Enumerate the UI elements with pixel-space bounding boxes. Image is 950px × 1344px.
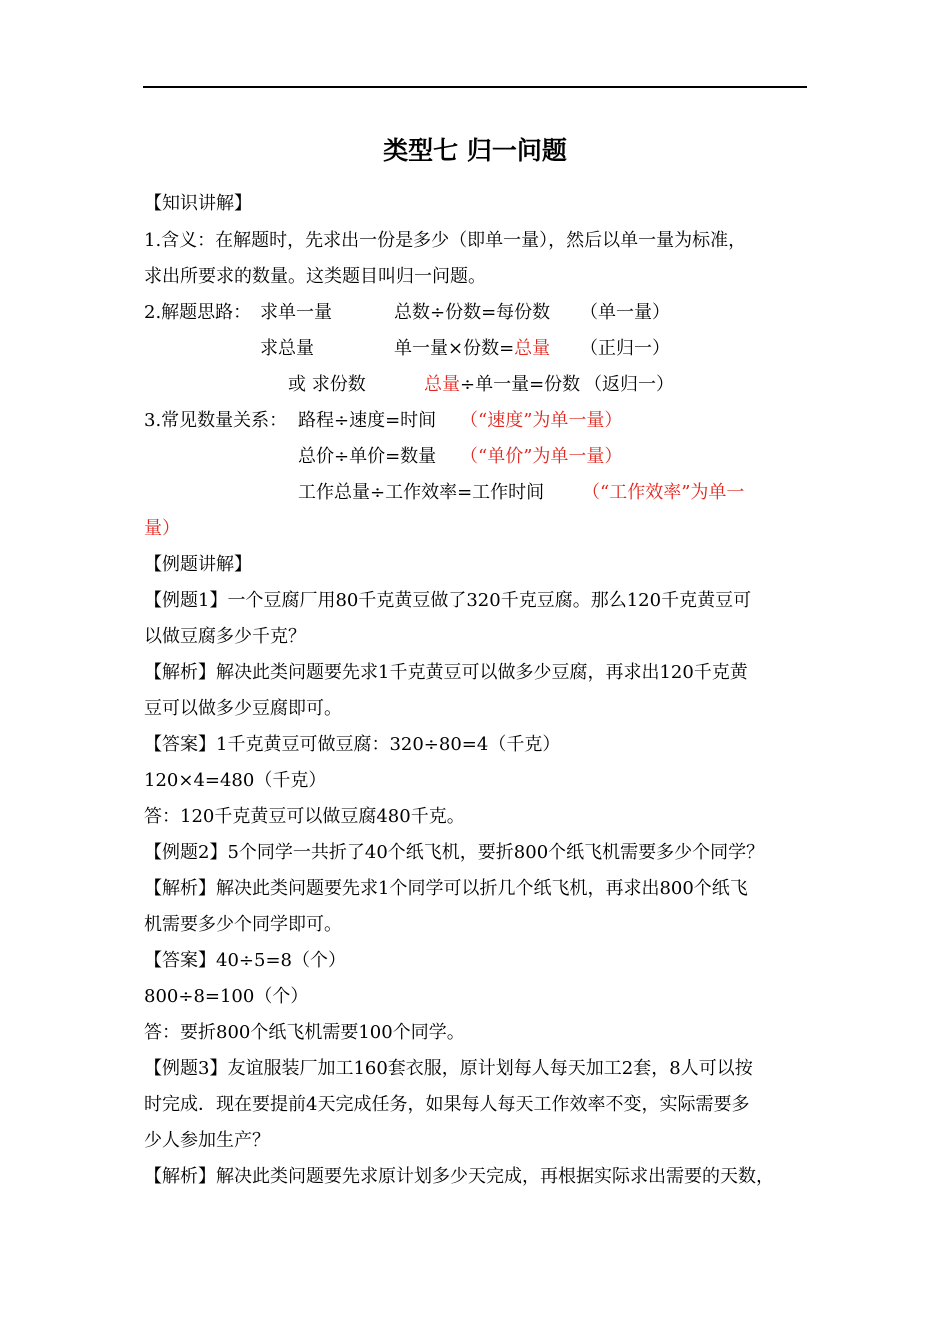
- approach-row2-note: （正归一）: [580, 338, 670, 359]
- relations-label: 3.常见数量关系：: [144, 410, 288, 431]
- example3-question-2: 时完成．现在要提前4天完成任务，如果每人每天工作效率不变，实际需要多: [144, 1094, 750, 1115]
- highlight-total: 总量: [424, 374, 460, 395]
- example1-analysis-1: 【解析】解决此类问题要先求1千克黄豆可以做多少豆腐，再求出120千克黄: [144, 662, 748, 683]
- approach-row1-left: 求单一量: [260, 302, 332, 323]
- approach-row1-note: （单一量）: [580, 302, 670, 323]
- example2-analysis-2: 机需要多少个同学即可。: [144, 914, 342, 935]
- relation-2-note: （“单价”为单一量）: [460, 446, 623, 467]
- example1-answer-1: 【答案】1千克黄豆可做豆腐：320÷80=4（千克）: [144, 734, 561, 755]
- approach-row2-left: 求总量: [260, 338, 314, 359]
- knowledge-header: 【知识讲解】: [144, 193, 252, 214]
- example1-answer-3: 答：120千克黄豆可以做豆腐480千克。: [144, 806, 465, 827]
- example2-answer-2: 800÷8=100（个）: [144, 986, 309, 1007]
- relation-2: 总价÷单价=数量: [298, 446, 437, 467]
- page-title: 类型七 归一问题: [383, 136, 567, 165]
- approach-row3-formula: [424, 373, 580, 397]
- formula-text: ÷单一量=份数: [460, 374, 581, 395]
- relation-1-note: （“速度”为单一量）: [460, 410, 623, 431]
- formula-text: 单一量×份数=: [394, 338, 515, 359]
- header-rule: [143, 86, 807, 88]
- example1-question-2: 以做豆腐多少千克？: [144, 626, 306, 647]
- approach-row1-formula: 总数÷份数=每份数: [394, 302, 551, 323]
- examples-header: 【例题讲解】: [144, 554, 252, 575]
- approach-label: 2.解题思路：: [144, 302, 252, 323]
- definition-line-2: 求出所要求的数量。这类题目叫归一问题。: [144, 266, 486, 287]
- highlight-total: 总量: [514, 338, 551, 359]
- example3-question-3: 少人参加生产？: [144, 1130, 270, 1151]
- example2-answer-1: 【答案】40÷5=8（个）: [144, 950, 346, 971]
- relation-3-note-cont: 量）: [144, 518, 180, 539]
- example3-question-1: 【例题3】友谊服装厂加工160套衣服，原计划每人每天加工2套，8人可以按: [144, 1058, 753, 1079]
- example1-question-1: 【例题1】一个豆腐厂用80千克黄豆做了320千克豆腐。那么120千克黄豆可: [144, 590, 752, 611]
- definition-line-1: 1.含义：在解题时，先求出一份是多少（即单一量），然后以单一量为标准，: [144, 230, 747, 251]
- relation-1: 路程÷速度=时间: [298, 410, 437, 431]
- example2-question: 【例题2】5个同学一共折了40个纸飞机，要折800个纸飞机需要多少个同学？: [144, 842, 765, 863]
- approach-row3-left: 或 求份数: [288, 374, 366, 395]
- example2-analysis-1: 【解析】解决此类问题要先求1个同学可以折几个纸飞机，再求出800个纸飞: [144, 878, 748, 899]
- relation-3: 工作总量÷工作效率=工作时间: [298, 482, 545, 503]
- approach-row3-note: （返归一）: [584, 374, 674, 395]
- example3-analysis-1: 【解析】解决此类问题要先求原计划多少天完成，再根据实际求出需要的天数，: [144, 1166, 774, 1187]
- example1-answer-2: 120×4=480（千克）: [144, 770, 327, 791]
- example2-answer-3: 答：要折800个纸飞机需要100个同学。: [144, 1022, 465, 1043]
- relation-3-note: （“工作效率”为单一: [582, 482, 745, 503]
- example1-analysis-2: 豆可以做多少豆腐即可。: [144, 698, 342, 719]
- approach-row2-formula: [394, 337, 550, 361]
